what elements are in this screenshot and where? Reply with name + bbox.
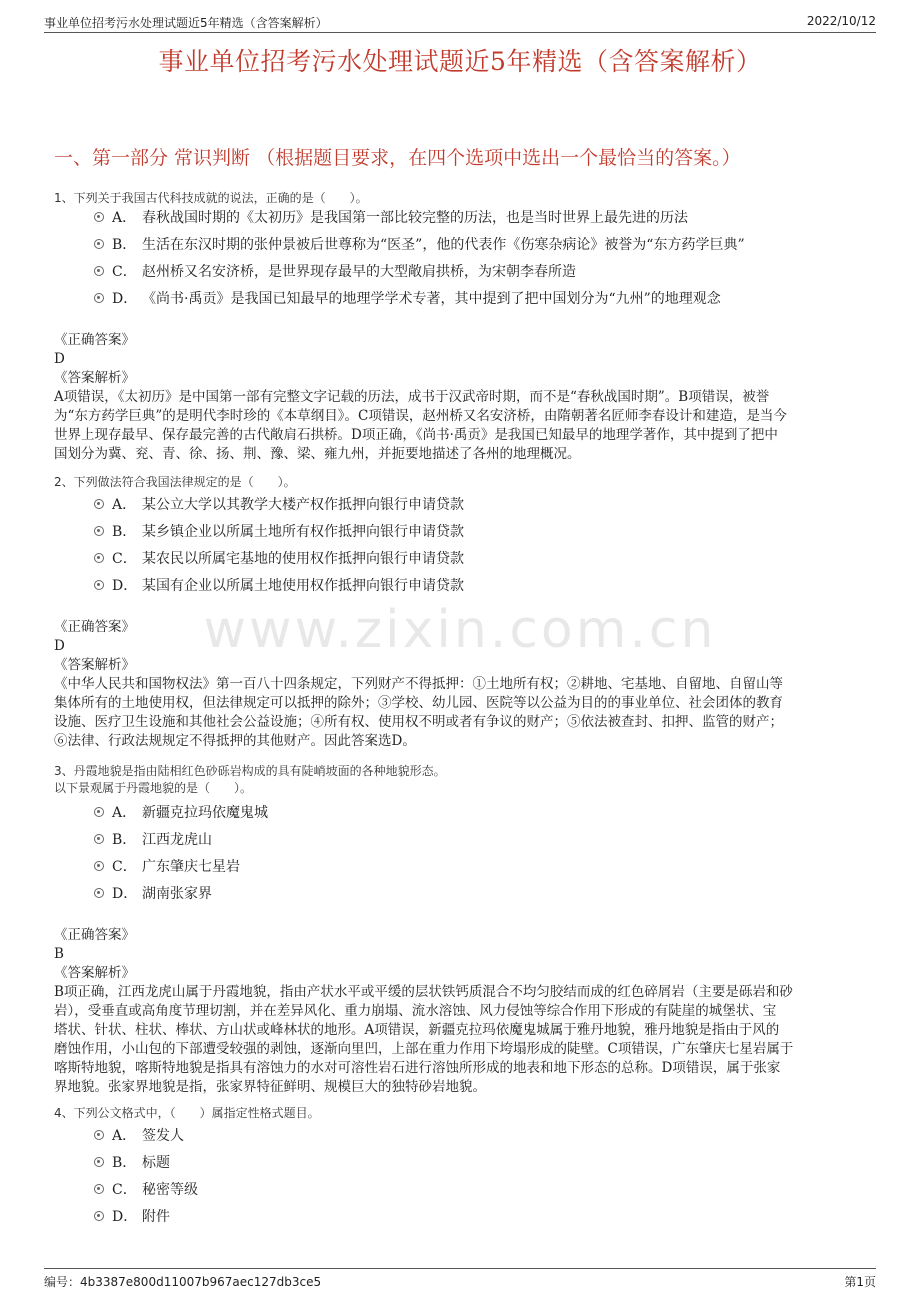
options-1 — [54, 207, 868, 315]
question-stem: 4、下列公文格式中，（ ）属指定性格式题目。 — [54, 1106, 320, 1120]
radio-icon[interactable] — [94, 526, 104, 536]
answer-section-1 — [54, 331, 868, 464]
option-a[interactable]: A． 春秋战国时期的《太初历》是我国第一部比较完整的历法，也是当时世界上最先进的历法 — [54, 207, 868, 234]
option-a[interactable]: A． 新疆克拉玛依魔鬼城 — [54, 802, 868, 829]
explanation-label: 《答案解析》 — [54, 965, 135, 981]
option-b[interactable]: B． 江西龙虎山 — [54, 829, 868, 856]
correct-answer-value: D — [54, 351, 65, 367]
radio-icon[interactable] — [94, 807, 104, 817]
explanation-line: 岩），受垂直或高角度节理切割，并在差异风化、重力崩塌、流水溶蚀、风力侵蚀等综合作用下形成的有陡崖的城堡状、宝 — [54, 1003, 777, 1019]
explanation-line: 集体所有的土地使用权，但法律规定可以抵押的除外；③学校、幼儿园、医院等以公益为目的的事业单位、社会团体的教育 — [54, 695, 783, 711]
radio-icon[interactable] — [94, 888, 104, 898]
question-stem: 3、丹霞地貌是指由陆相红色砂砾岩构成的具有陡峭坡面的各种地貌形态。 — [54, 764, 446, 778]
question-stem: 1、下列关于我国古代科技成就的说法，正确的是（ ）。 — [54, 191, 368, 205]
radio-icon[interactable] — [94, 580, 104, 590]
option-b[interactable]: B． 标题 — [54, 1152, 868, 1179]
explanation-line: 界地貌。张家界地貌是指，张家界特征鲜明、规模巨大的独特砂岩地貌。 — [54, 1079, 486, 1095]
explanation-line: 《中华人民共和国物权法》第一百八十四条规定，下列财产不得抵押：①土地所有权；②耕地、宅基地、自留地、自留山等 — [54, 676, 783, 692]
correct-answer-label: 《正确答案》 — [54, 332, 135, 348]
correct-answer-label: 《正确答案》 — [54, 619, 135, 635]
explanation-line: 世界上现存最早、保存最完善的古代敞肩石拱桥。D项正确，《尚书·禹贡》是我国已知最早的地理学著作，其中提到了把中 — [54, 427, 778, 443]
radio-icon[interactable] — [94, 861, 104, 871]
question-4 — [54, 1105, 868, 1122]
radio-icon[interactable] — [94, 266, 104, 276]
explanation-label: 《答案解析》 — [54, 370, 135, 386]
option-a[interactable]: A． 签发人 — [54, 1125, 868, 1152]
radio-icon[interactable] — [94, 212, 104, 222]
radio-icon[interactable] — [94, 1157, 104, 1167]
section-heading: 一、第一部分 常识判断 （根据题目要求，在四个选项中选出一个最恰当的答案。） — [54, 147, 741, 169]
option-d[interactable]: D． 湖南张家界 — [54, 883, 868, 910]
question-stem: 2、下列做法符合我国法律规定的是（ ）。 — [54, 475, 296, 489]
radio-icon[interactable] — [94, 553, 104, 563]
answer-section-3 — [54, 926, 868, 1097]
explanation-line: ⑥法律、行政法规规定不得抵押的其他财产。因此答案选D。 — [54, 733, 416, 749]
radio-icon[interactable] — [94, 293, 104, 303]
explanation-line: 国划分为冀、兖、青、徐、扬、荆、豫、梁、雍九州，并扼要地描述了各州的地理概况。 — [54, 446, 581, 462]
explanation-line: 设施、医疗卫生设施和其他社会公益设施；④所有权、使用权不明或者有争议的财产；⑤依法被查封、扣押、监管的财产； — [54, 714, 783, 730]
radio-icon[interactable] — [94, 1130, 104, 1140]
page-header — [44, 10, 876, 33]
option-d[interactable]: D． 附件 — [54, 1206, 868, 1233]
explanation-line: A项错误，《太初历》是中国第一部有完整文字记载的历法，成书于汉武帝时期，而不是“春秋战国时期”。B项错误，被誉 — [54, 389, 770, 405]
question-2 — [54, 474, 868, 491]
question-1 — [54, 190, 868, 207]
options-2 — [54, 494, 868, 602]
explanation-line: 为“东方药学巨典”的是明代李时珍的《本草纲目》。C项错误，赵州桥又名安济桥，由隋朝著名匠师李春设计和建造，是当今 — [54, 408, 787, 424]
options-4 — [54, 1125, 868, 1233]
correct-answer-value: D — [54, 638, 65, 654]
radio-icon[interactable] — [94, 499, 104, 509]
option-d[interactable]: D． 某国有企业以所属土地使用权作抵押向银行申请贷款 — [54, 575, 868, 602]
explanation-line: B项正确，江西龙虎山属于丹霞地貌，指由产状水平或平缓的层状铁钙质混合不均匀胶结而成的红色碎屑岩（主要是砾岩和砂 — [54, 984, 793, 1000]
page-number: 第1页 — [844, 1275, 876, 1289]
document-code: 编号：4b3387e800d11007b967aec127db3ce5 — [44, 1275, 322, 1289]
explanation-line: 塔状、针状、柱状、棒状、方山状或峰林状的地形。A项错误，新疆克拉玛依魔鬼城属于雅丹地貌，雅丹地貌是指由于风的 — [54, 1022, 780, 1038]
header-date: 2022/10/12 — [806, 14, 876, 28]
explanation-line: 磨蚀作用，小山包的下部遭受较强的剥蚀，逐渐向里凹，上部在重力作用下垮塌形成的陡壁。C项错误，广东肇庆七星岩属于 — [54, 1041, 794, 1057]
radio-icon[interactable] — [94, 1211, 104, 1221]
answer-section-2 — [54, 618, 868, 751]
page-footer — [44, 1268, 876, 1289]
option-c[interactable]: C． 广东肇庆七星岩 — [54, 856, 868, 883]
radio-icon[interactable] — [94, 239, 104, 249]
page-title: 事业单位招考污水处理试题近5年精选（含答案解析） — [158, 47, 762, 76]
explanation-line: 喀斯特地貌，喀斯特地貌是指具有溶蚀力的水对可溶性岩石进行溶蚀所形成的地表和地下形态的总称。D项错误，属于张家 — [54, 1060, 781, 1076]
correct-answer-value: B — [54, 946, 64, 962]
correct-answer-label: 《正确答案》 — [54, 927, 135, 943]
radio-icon[interactable] — [94, 834, 104, 844]
option-d[interactable]: D． 《尚书·禹贡》是我国已知最早的地理学学术专著，其中提到了把中国划分为“九州”的地理观念 — [54, 288, 868, 315]
header-doc-title: 事业单位招考污水处理试题近5年精选（含答案解析） — [44, 16, 328, 30]
options-3 — [54, 802, 868, 910]
explanation-label: 《答案解析》 — [54, 657, 135, 673]
option-c[interactable]: C． 赵州桥又名安济桥，是世界现存最早的大型敞肩拱桥，为宋朝李春所造 — [54, 261, 868, 288]
question-stem: 以下景观属于丹霞地貌的是（ ）。 — [54, 781, 253, 795]
question-3 — [54, 763, 868, 797]
option-b[interactable]: B． 生活在东汉时期的张仲景被后世尊称为“医圣”，他的代表作《伤寒杂病论》被誉为“东方药学巨典” — [54, 234, 868, 261]
radio-icon[interactable] — [94, 1184, 104, 1194]
option-b[interactable]: B． 某乡镇企业以所属土地所有权作抵押向银行申请贷款 — [54, 521, 868, 548]
option-c[interactable]: C． 某农民以所属宅基地的使用权作抵押向银行申请贷款 — [54, 548, 868, 575]
watermark: www.zixin.com.cn — [203, 600, 717, 660]
option-c[interactable]: C． 秘密等级 — [54, 1179, 868, 1206]
option-a[interactable]: A． 某公立大学以其教学大楼产权作抵押向银行申请贷款 — [54, 494, 868, 521]
